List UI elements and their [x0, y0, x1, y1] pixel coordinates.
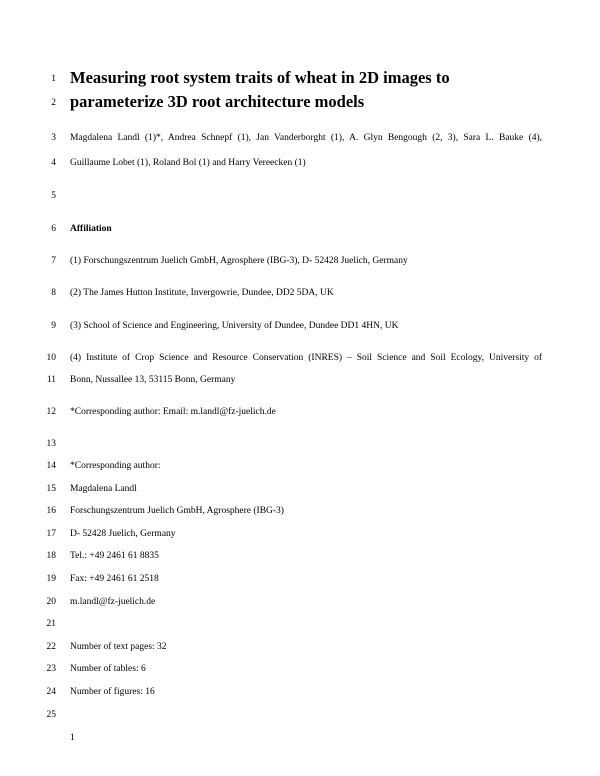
line-number: 22	[46, 642, 56, 652]
line-number: 14	[46, 461, 56, 471]
corresponding-author-label: *Corresponding author:	[70, 461, 161, 471]
line-23	[0, 659, 600, 679]
affiliation-4-line-2: Bonn, Nussallee 13, 53115 Bonn, Germany	[70, 375, 236, 385]
line-17	[0, 524, 600, 544]
line-1	[0, 70, 600, 90]
line-20	[0, 592, 600, 612]
line-number: 15	[46, 484, 56, 494]
line-4	[0, 153, 600, 173]
line-number: 17	[46, 529, 56, 539]
affiliation-4-line-1: (4) Institute of Crop Science and Resource Conservation (INRES) – Soil Science and Soil Ecology, University of	[70, 353, 542, 363]
line-13	[0, 434, 600, 454]
line-24	[0, 682, 600, 702]
line-12	[0, 402, 600, 422]
line-number: 23	[46, 664, 56, 674]
contact-fax: Fax: +49 2461 61 2518	[70, 574, 159, 584]
line-number: 20	[46, 597, 56, 607]
corresponding-email-line: *Corresponding author: Email: m.landl@fz-juelich.de	[70, 407, 276, 417]
line-3	[0, 128, 600, 148]
line-number: 9	[51, 321, 56, 331]
line-number: 19	[46, 574, 56, 584]
line-number: 12	[46, 407, 56, 417]
line-2	[0, 94, 600, 114]
page-number: 1	[70, 733, 75, 743]
line-number: 16	[46, 506, 56, 516]
line-9	[0, 316, 600, 336]
figures-count: Number of figures: 16	[70, 687, 155, 697]
line-18	[0, 546, 600, 566]
line-number: 2	[51, 98, 56, 108]
line-number: 3	[51, 133, 56, 143]
line-number: 8	[51, 288, 56, 298]
paper-title-line-1: Measuring root system traits of wheat in 2D images to	[70, 68, 450, 87]
contact-telephone: Tel.: +49 2461 61 8835	[70, 551, 159, 561]
paper-title-line-2: parameterize 3D root architecture models	[70, 92, 365, 111]
line-number: 11	[46, 375, 56, 385]
authors-line-1: Magdalena Landl (1)*, Andrea Schnepf (1), Jan Vanderborght (1), A. Glyn Bengough (2, 3), Sara L. Bauke (4),	[70, 133, 542, 143]
line-number: 13	[46, 439, 56, 449]
line-number: 18	[46, 551, 56, 561]
contact-address: D- 52428 Juelich, Germany	[70, 529, 176, 539]
line-number: 6	[51, 224, 56, 234]
contact-name: Magdalena Landl	[70, 484, 137, 494]
affiliation-3: (3) School of Science and Engineering, University of Dundee, Dundee DD1 4HN, UK	[70, 321, 399, 331]
line-number: 4	[51, 158, 56, 168]
line-number: 7	[51, 256, 56, 266]
line-15	[0, 479, 600, 499]
line-number: 21	[46, 619, 56, 629]
line-19	[0, 569, 600, 589]
affiliation-2: (2) The James Hutton Institute, Invergowrie, Dundee, DD2 5DA, UK	[70, 288, 334, 298]
affiliation-1: (1) Forschungszentrum Juelich GmbH, Agrosphere (IBG-3), D- 52428 Juelich, Germany	[70, 256, 408, 266]
tables-count: Number of tables: 6	[70, 664, 146, 674]
line-8	[0, 283, 600, 303]
line-10	[0, 348, 600, 368]
line-6	[0, 219, 600, 239]
contact-institution: Forschungszentrum Juelich GmbH, Agrosphere (IBG-3)	[70, 506, 284, 516]
line-number: 24	[46, 687, 56, 697]
line-14	[0, 456, 600, 476]
line-11	[0, 370, 600, 390]
line-21	[0, 614, 600, 634]
affiliation-heading: Affiliation	[70, 224, 112, 234]
contact-email: m.landl@fz-juelich.de	[70, 597, 156, 607]
text-pages-count: Number of text pages: 32	[70, 642, 167, 652]
line-7	[0, 251, 600, 271]
authors-line-2: Guillaume Lobet (1), Roland Bol (1) and Harry Vereecken (1)	[70, 158, 306, 168]
line-22	[0, 637, 600, 657]
line-number: 5	[51, 191, 56, 201]
line-number: 10	[46, 353, 56, 363]
line-25	[0, 705, 600, 725]
line-number: 1	[51, 74, 56, 84]
line-16	[0, 501, 600, 521]
line-number: 25	[46, 710, 56, 720]
line-5	[0, 186, 600, 206]
